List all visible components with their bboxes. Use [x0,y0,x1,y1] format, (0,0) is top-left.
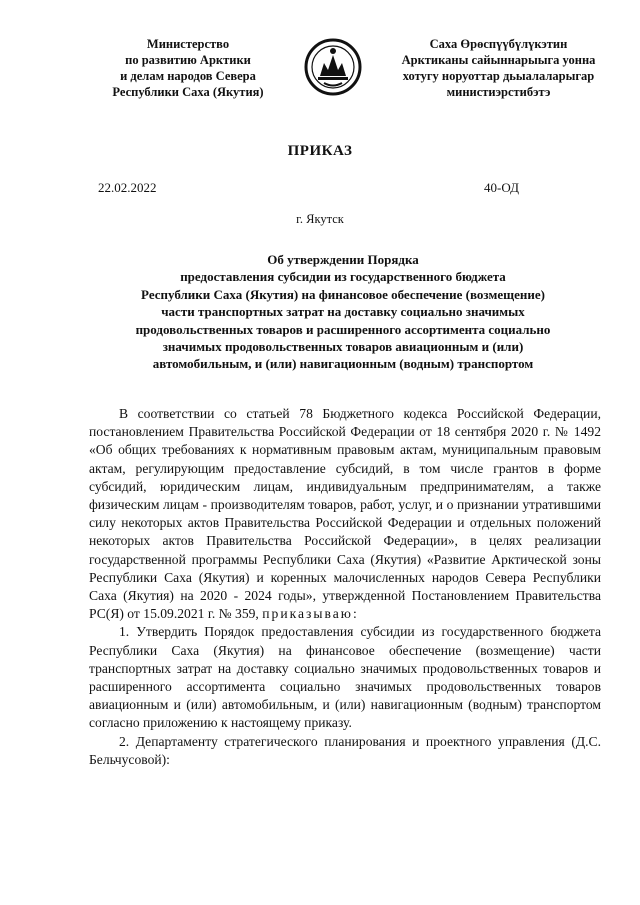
document-type-title: ПРИКАЗ [287,143,353,159]
subject-line: части транспортных затрат на доставку социально значимых [161,304,525,320]
header-right-line: министиэрстибэтэ [446,85,551,99]
header-left-line: Министерство [146,37,230,51]
header-left-line: и делам народов Севера [120,69,256,83]
header-right-line: Саха Өрөспүүбүлүкэтин [429,37,568,51]
preamble-text: В соответствии со статьей 78 Бюджетного кодекса Российской Федерации, постановлением Правительства Российской Федерации от 18 сентября 2020 г. № 1492 «Об общих требованиях к нормативным правовым актам, муниципальным правовым актам, регулирующим предоставление субсидий, в том числе грантов в форме субсидий, юридическим лицам, индивидуальным предпринимателям, а также физическим лицам - производителям товаров, работ, услуг, и о признании утратившими силу некоторых актов Правительства Российской Федерации и отдельных положений некоторых актов Правительства Российской Федерации», в целях реализации государственной программы Республики Саха (Якутия) «Развитие Арктической зоны Республики Саха (Якутия) и коренных малочисленных народов Севера Республики Саха (Якутия) на 2020 - 2024 годы», утвержденной Постановлением Правительства РС(Я) от 15.09.2021 г. № 359, [89,406,601,622]
document-city: г. Якутск [296,212,344,226]
ministry-name-yakut [386,36,611,100]
header-right-line: Арктиканы сайыннарыыга уонна [401,53,596,67]
subject-line: предоставления субсидии из государственного бюджета [180,269,506,285]
order-body [89,405,601,769]
order-word: приказываю: [262,606,359,622]
ministry-name-russian [88,36,288,100]
order-item-2: 2. Департаменту стратегического планирования и проектного управления (Д.С. Бельчусовой): [89,733,601,767]
header-right-line: хотугу норуоттар дьыалаларыгар [402,69,595,83]
header-left-line: по развитию Арктики [125,53,251,67]
header-left-line: Республики Саха (Якутия) [112,85,264,99]
order-subject [98,251,588,373]
subject-line: Республики Саха (Якутия) на финансовое обеспечение (возмещение) [141,286,545,302]
document-date: 22.02.2022 [98,180,157,195]
subject-line: продовольственных товаров и расширенного ассортимента социально [135,321,551,337]
order-item-1: 1. Утвердить Порядок предоставления субсидии из государственного бюджета Республики Саха (Якутия) на финансовое обеспечение (возмещение) части транспортных затрат на доставку социально значимых продовольственных товаров и расширенного ассортимента социально значимых продовольственных товаров авиационным и (или) автомобильным, и (или) навигационным (водным) транспортом согласно приложению к настоящему приказу. [89,624,601,731]
preamble-paragraph [89,405,601,623]
subject-line: значимых продовольственных товаров авиационным и (или) [162,339,524,355]
coat-of-arms-icon [304,36,362,98]
subject-line: Об утверждении Порядка [267,252,419,267]
document-number: 40-ОД [484,180,519,195]
subject-line: автомобильным, и (или) навигационным (водным) транспортом [152,356,534,372]
